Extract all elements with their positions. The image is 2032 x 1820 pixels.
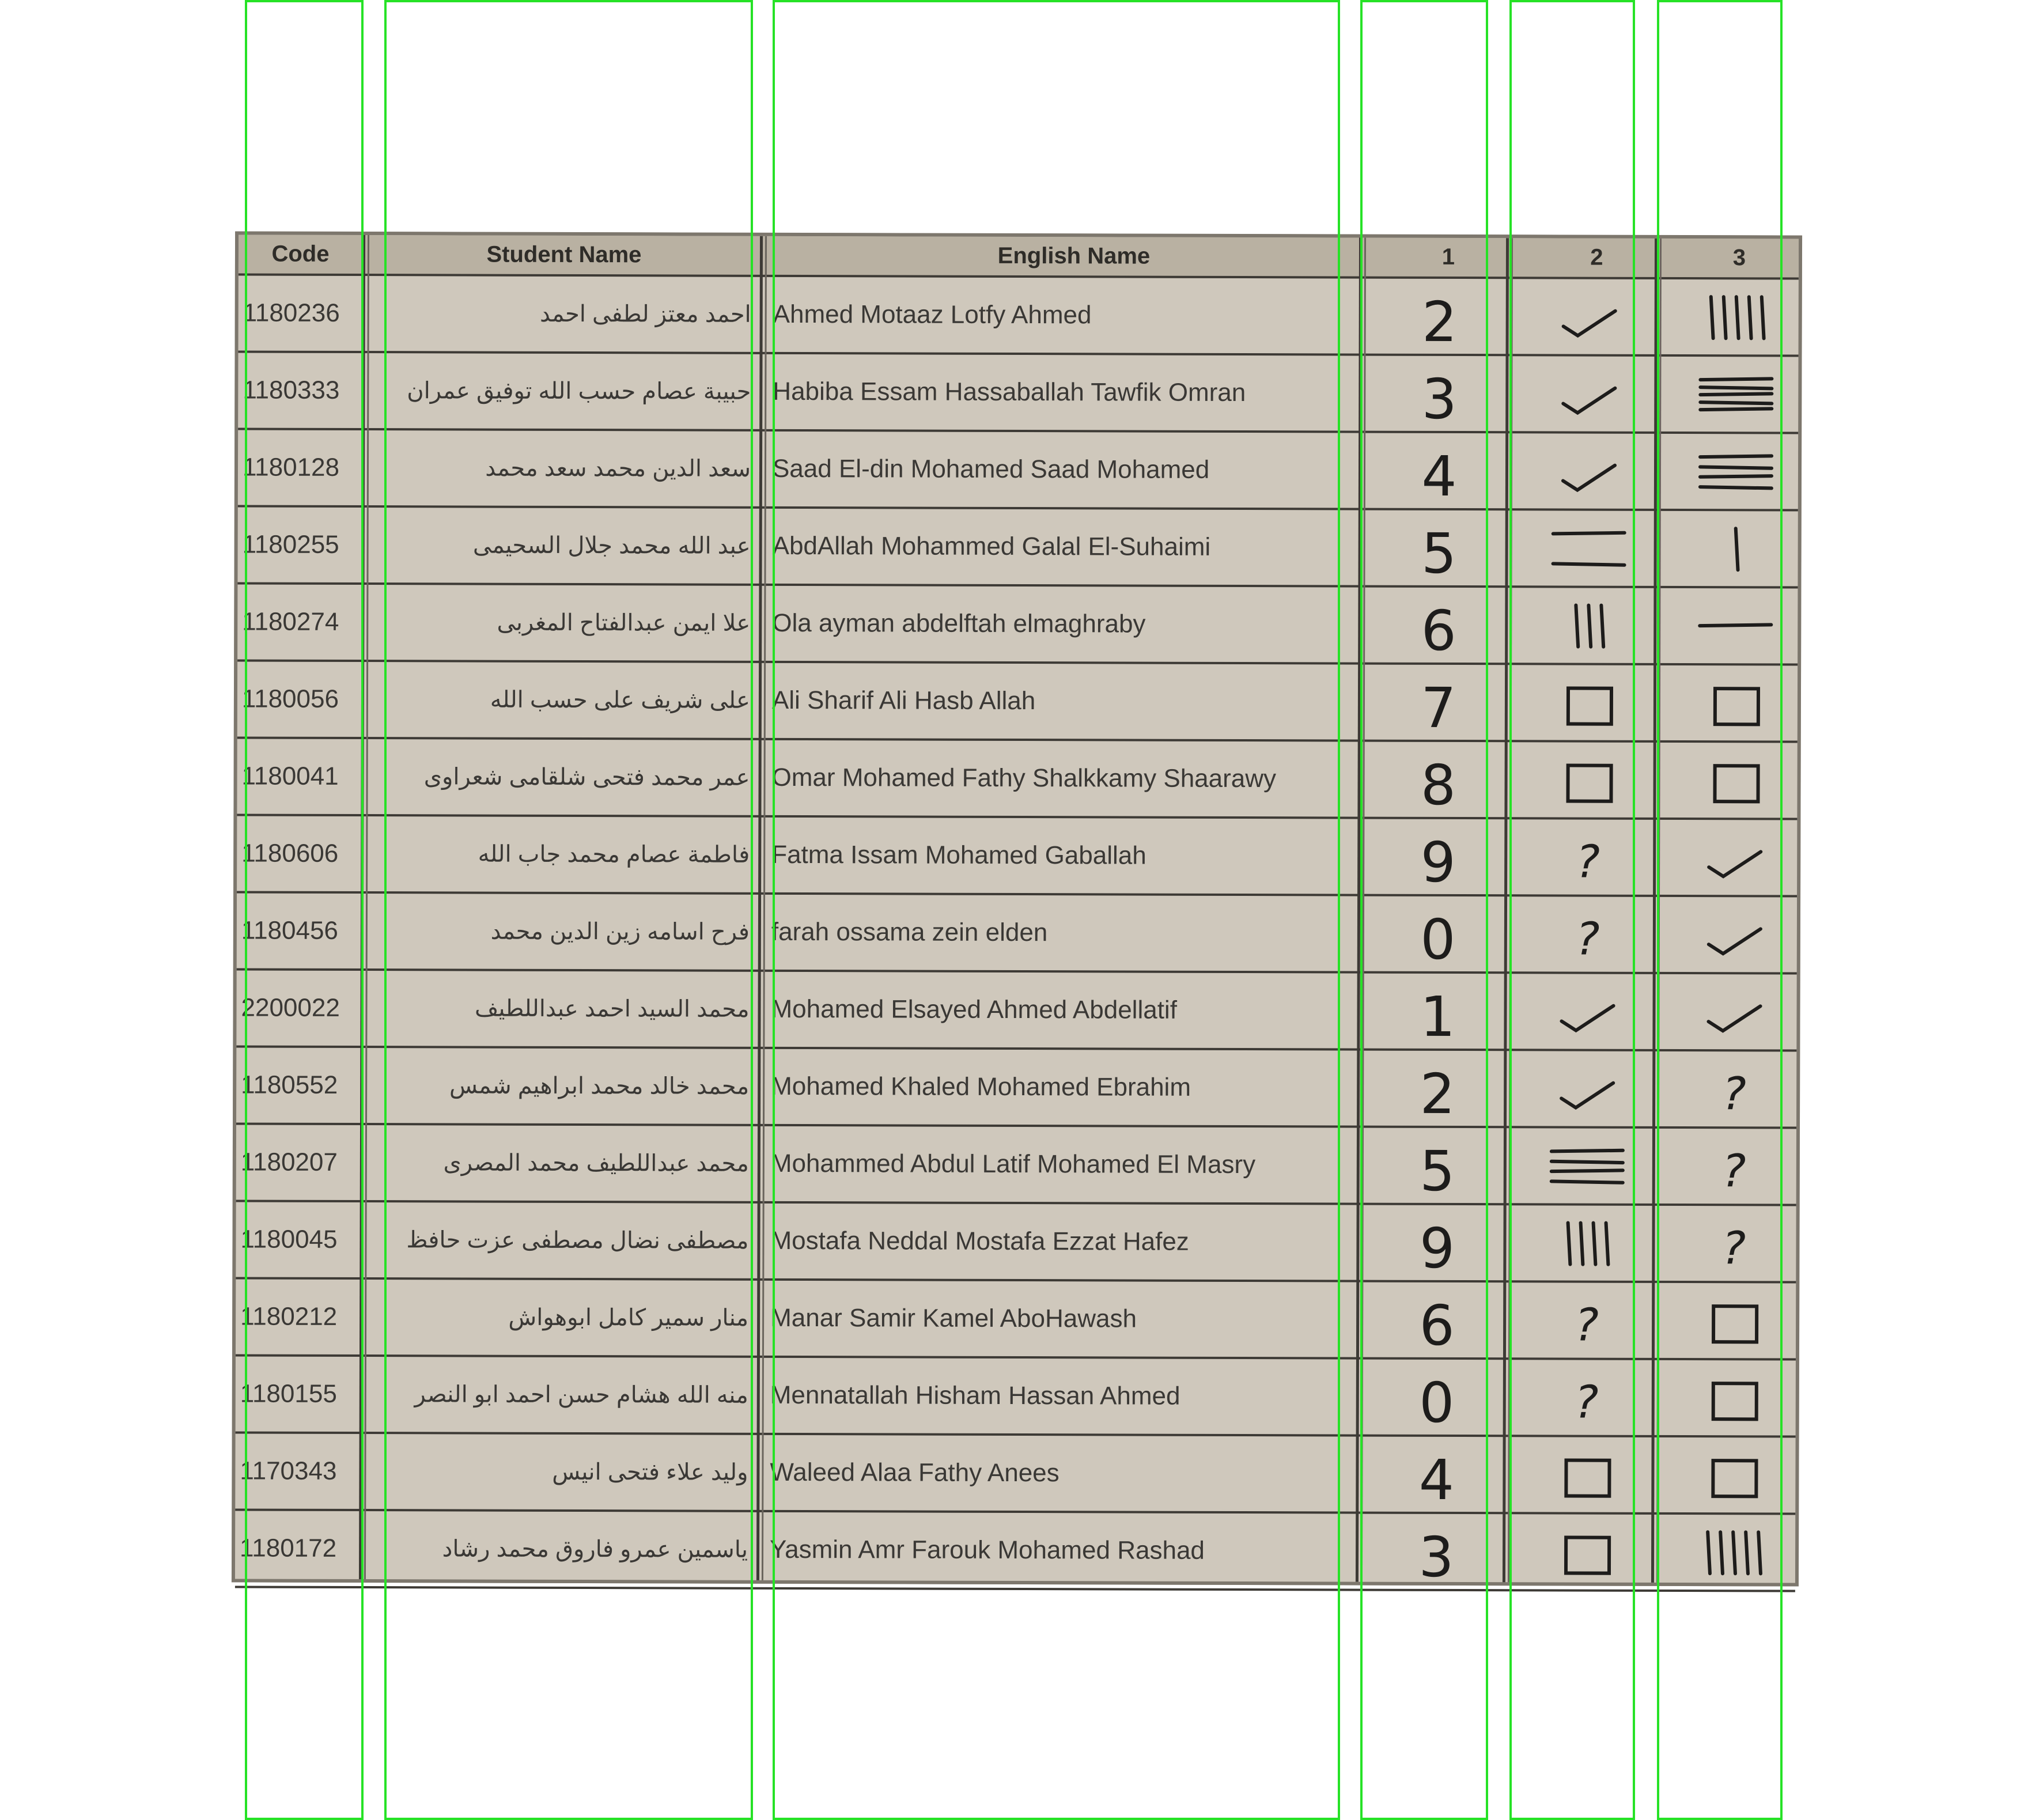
table-row	[236, 1125, 1796, 1206]
svg-text:9: 9	[1420, 830, 1456, 895]
student-name-english: Ola ayman abdelftah elmaghraby	[772, 608, 1146, 638]
svg-text:?: ?	[1722, 1068, 1746, 1121]
svg-text:0: 0	[1419, 1370, 1455, 1435]
handwritten-mark-c3	[1675, 1437, 1791, 1513]
table-row	[237, 739, 1797, 820]
header-col-2: 2	[1590, 244, 1603, 270]
student-name-arabic: حبيبة عصام حسب الله توفيق عمران	[407, 378, 751, 404]
student-code: 1180274	[242, 607, 339, 636]
svg-text:2: 2	[1420, 1061, 1455, 1126]
handwritten-mark-c1	[1379, 1205, 1494, 1281]
student-code: 1180207	[240, 1148, 338, 1176]
student-name-arabic: احمد معتز لطفى احمد	[539, 301, 751, 327]
student-name-arabic: ياسمين عمرو فاروق محمد رشاد	[442, 1536, 748, 1562]
student-code: 2200022	[241, 993, 340, 1022]
student-name-arabic: محمد خالد محمد ابراهيم شمس	[449, 1073, 750, 1099]
svg-text:5: 5	[1421, 521, 1457, 586]
student-code: 1180155	[240, 1379, 337, 1408]
handwritten-mark-c1	[1379, 1437, 1494, 1512]
handwritten-mark-c1	[1380, 819, 1496, 895]
svg-text:0: 0	[1420, 907, 1456, 972]
svg-text:8: 8	[1420, 752, 1456, 818]
student-name-english: Waleed Alaa Fathy Anees	[770, 1458, 1059, 1488]
handwritten-mark-c2	[1531, 665, 1646, 740]
attendance-sheet	[232, 231, 1802, 1590]
student-name-english: Saad El-din Mohamed Saad Mohamed	[772, 454, 1210, 484]
student-code: 1180172	[240, 1534, 337, 1562]
header-student-name: Student Name	[486, 241, 642, 268]
student-name-english: Mostafa Neddal Mostafa Ezzat Hafez	[770, 1226, 1189, 1256]
handwritten-mark-c3	[1678, 665, 1793, 741]
student-name-english: Yasmin Amr Farouk Mohamed Rashad	[770, 1535, 1205, 1565]
student-name-arabic: فاطمة عصام محمد جاب الله	[478, 841, 750, 868]
handwritten-mark-c1	[1381, 665, 1496, 740]
handwritten-mark-c1	[1381, 588, 1496, 663]
handwritten-mark-c2	[1530, 742, 1645, 818]
table-row	[236, 1047, 1796, 1129]
header-english-name: English Name	[997, 243, 1151, 269]
student-name-english: Omar Mohamed Fathy Shalkkamy Shaarawy	[771, 763, 1277, 793]
handwritten-mark-c2	[1531, 510, 1646, 586]
handwritten-mark-c2	[1530, 1051, 1645, 1126]
student-code: 1180056	[241, 684, 339, 713]
student-code: 1180128	[242, 453, 340, 482]
svg-text:7: 7	[1421, 675, 1456, 740]
handwritten-mark-c1	[1381, 510, 1496, 586]
handwritten-mark-c3	[1679, 279, 1794, 355]
student-name-arabic: فرح اسامه زين الدين محمد	[490, 918, 750, 945]
handwritten-mark-c2	[1530, 819, 1645, 895]
handwritten-mark-c1	[1382, 356, 1497, 432]
student-name-arabic: محمد عبداللطيف محمد المصرى	[443, 1150, 749, 1176]
table-row	[236, 970, 1796, 1051]
handwritten-mark-c2	[1530, 1128, 1645, 1204]
svg-text:3: 3	[1421, 366, 1458, 432]
svg-text:?: ?	[1574, 1376, 1599, 1429]
student-name-arabic: عبد الله محمد جلال السحيمى	[472, 532, 751, 559]
handwritten-mark-c3	[1676, 1360, 1791, 1436]
handwritten-mark-c3	[1678, 511, 1793, 587]
svg-text:?: ?	[1576, 836, 1600, 888]
handwritten-mark-c3	[1677, 1129, 1792, 1204]
student-name-arabic: على شريف على حسب الله	[490, 687, 751, 713]
student-name-arabic: منه الله هشام حسن احمد ابو النصر	[414, 1382, 748, 1408]
handwritten-mark-c1	[1382, 433, 1497, 509]
student-name-arabic: محمد السيد احمد عبداللطيف	[475, 996, 750, 1022]
handwritten-mark-c2	[1528, 1437, 1644, 1512]
student-code: 1180045	[240, 1225, 338, 1254]
svg-text:9: 9	[1419, 1216, 1455, 1281]
svg-text:6: 6	[1421, 598, 1456, 663]
table-row	[237, 584, 1798, 665]
student-name-english: Mennatallah Hisham Hassan Ahmed	[770, 1380, 1180, 1410]
handwritten-mark-c1	[1379, 1360, 1494, 1435]
handwritten-mark-c3	[1677, 820, 1792, 895]
svg-text:4: 4	[1421, 444, 1457, 509]
svg-text:4: 4	[1418, 1447, 1455, 1512]
handwritten-mark-c2	[1531, 433, 1647, 509]
header-col-3: 3	[1732, 245, 1746, 271]
handwritten-mark-c1	[1380, 974, 1495, 1049]
header-row	[239, 234, 1799, 279]
table-row	[239, 275, 1799, 357]
table-row	[235, 1433, 1795, 1515]
handwritten-mark-c1	[1379, 1282, 1494, 1358]
handwritten-mark-c3	[1677, 897, 1792, 973]
handwritten-mark-c1	[1380, 742, 1496, 818]
student-name-arabic: علا ايمن عبدالفتاح المغربى	[497, 610, 751, 636]
student-name-english: Mohamed Khaled Mohamed Ebrahim	[771, 1072, 1191, 1102]
student-code: 1180606	[241, 839, 339, 868]
svg-text:5: 5	[1420, 1138, 1455, 1204]
handwritten-mark-c1	[1379, 1514, 1494, 1590]
table-row	[236, 1279, 1796, 1360]
table-row	[236, 1356, 1796, 1437]
student-name-english: Fatma Issam Mohamed Gaballah	[771, 840, 1146, 870]
table-row	[236, 1202, 1796, 1283]
student-code: 1180212	[240, 1302, 338, 1331]
table-row	[237, 507, 1798, 588]
handwritten-mark-c3	[1677, 743, 1792, 818]
student-code: 1180333	[243, 376, 340, 404]
table-row	[238, 430, 1798, 511]
student-name-english: Mohammed Abdul Latif Mohamed El Masry	[770, 1149, 1256, 1179]
student-name-english: Ali Sharif Ali Hasb Allah	[771, 686, 1036, 716]
table-row	[237, 893, 1797, 974]
table-row	[235, 1511, 1795, 1592]
student-name-english: Habiba Essam Hassaballah Tawfik Omran	[773, 377, 1246, 407]
header-col-1: 1	[1441, 244, 1455, 270]
student-code: 1180041	[241, 762, 339, 790]
student-name-arabic: سعد الدين محمد سعد محمد	[485, 455, 751, 482]
handwritten-mark-c2	[1531, 356, 1647, 432]
student-name-arabic: منار سمير كامل ابوهواش	[508, 1304, 749, 1331]
student-code: 1180552	[241, 1070, 338, 1099]
student-name-english: AbdAllah Mohammed Galal El-Suhaimi	[772, 531, 1211, 561]
student-name-arabic: مصطفى نضال مصطفى عزت حافظ	[406, 1227, 749, 1254]
handwritten-mark-c1	[1380, 1051, 1495, 1126]
student-code: 1170343	[240, 1456, 337, 1485]
handwritten-mark-c3	[1678, 588, 1793, 664]
handwritten-mark-c3	[1678, 434, 1793, 509]
student-code: 1180255	[242, 530, 339, 559]
svg-text:3: 3	[1418, 1524, 1454, 1590]
handwritten-mark-c3	[1676, 1206, 1791, 1281]
handwritten-mark-c1	[1380, 896, 1496, 972]
table-row	[238, 353, 1798, 434]
handwritten-mark-c2	[1530, 896, 1645, 972]
handwritten-mark-c3	[1675, 1515, 1791, 1590]
handwritten-mark-c1	[1382, 279, 1497, 354]
student-name-arabic: عمر محمد فتحى شلقامى شعراوى	[423, 764, 750, 790]
svg-text:?: ?	[1575, 1299, 1599, 1352]
svg-text:?: ?	[1721, 1223, 1746, 1275]
table-row	[237, 816, 1797, 897]
handwritten-mark-c2	[1528, 1514, 1644, 1590]
handwritten-mark-c2	[1531, 588, 1646, 663]
handwritten-mark-c2	[1529, 1205, 1644, 1281]
student-name-english: farah ossama zein elden	[771, 917, 1048, 947]
student-name-english: Manar Samir Kamel AboHawash	[770, 1303, 1137, 1333]
svg-text:1: 1	[1420, 984, 1456, 1049]
student-code: 1180456	[241, 916, 338, 945]
table-row	[237, 661, 1798, 743]
student-name-english: Mohamed Elsayed Ahmed Abdellatif	[771, 994, 1178, 1024]
student-name-english: Ahmed Motaaz Lotfy Ahmed	[773, 300, 1092, 330]
handwritten-mark-c2	[1529, 1360, 1644, 1435]
svg-text:2: 2	[1421, 289, 1458, 354]
header-code: Code	[271, 241, 330, 267]
svg-text:?: ?	[1721, 1145, 1746, 1198]
handwritten-mark-c3	[1677, 974, 1792, 1050]
svg-text:6: 6	[1419, 1293, 1455, 1358]
handwritten-mark-c1	[1380, 1128, 1495, 1204]
handwritten-mark-c3	[1676, 1283, 1791, 1359]
handwritten-mark-c2	[1529, 1282, 1644, 1358]
student-name-arabic: وليد علاء فتحى انيس	[552, 1459, 748, 1485]
student-code: 1180236	[243, 298, 340, 327]
handwritten-mark-c3	[1678, 357, 1793, 432]
handwritten-mark-c3	[1677, 1051, 1792, 1127]
handwritten-mark-c2	[1530, 974, 1645, 1049]
svg-text:?: ?	[1576, 913, 1600, 966]
handwritten-mark-c2	[1532, 279, 1647, 354]
